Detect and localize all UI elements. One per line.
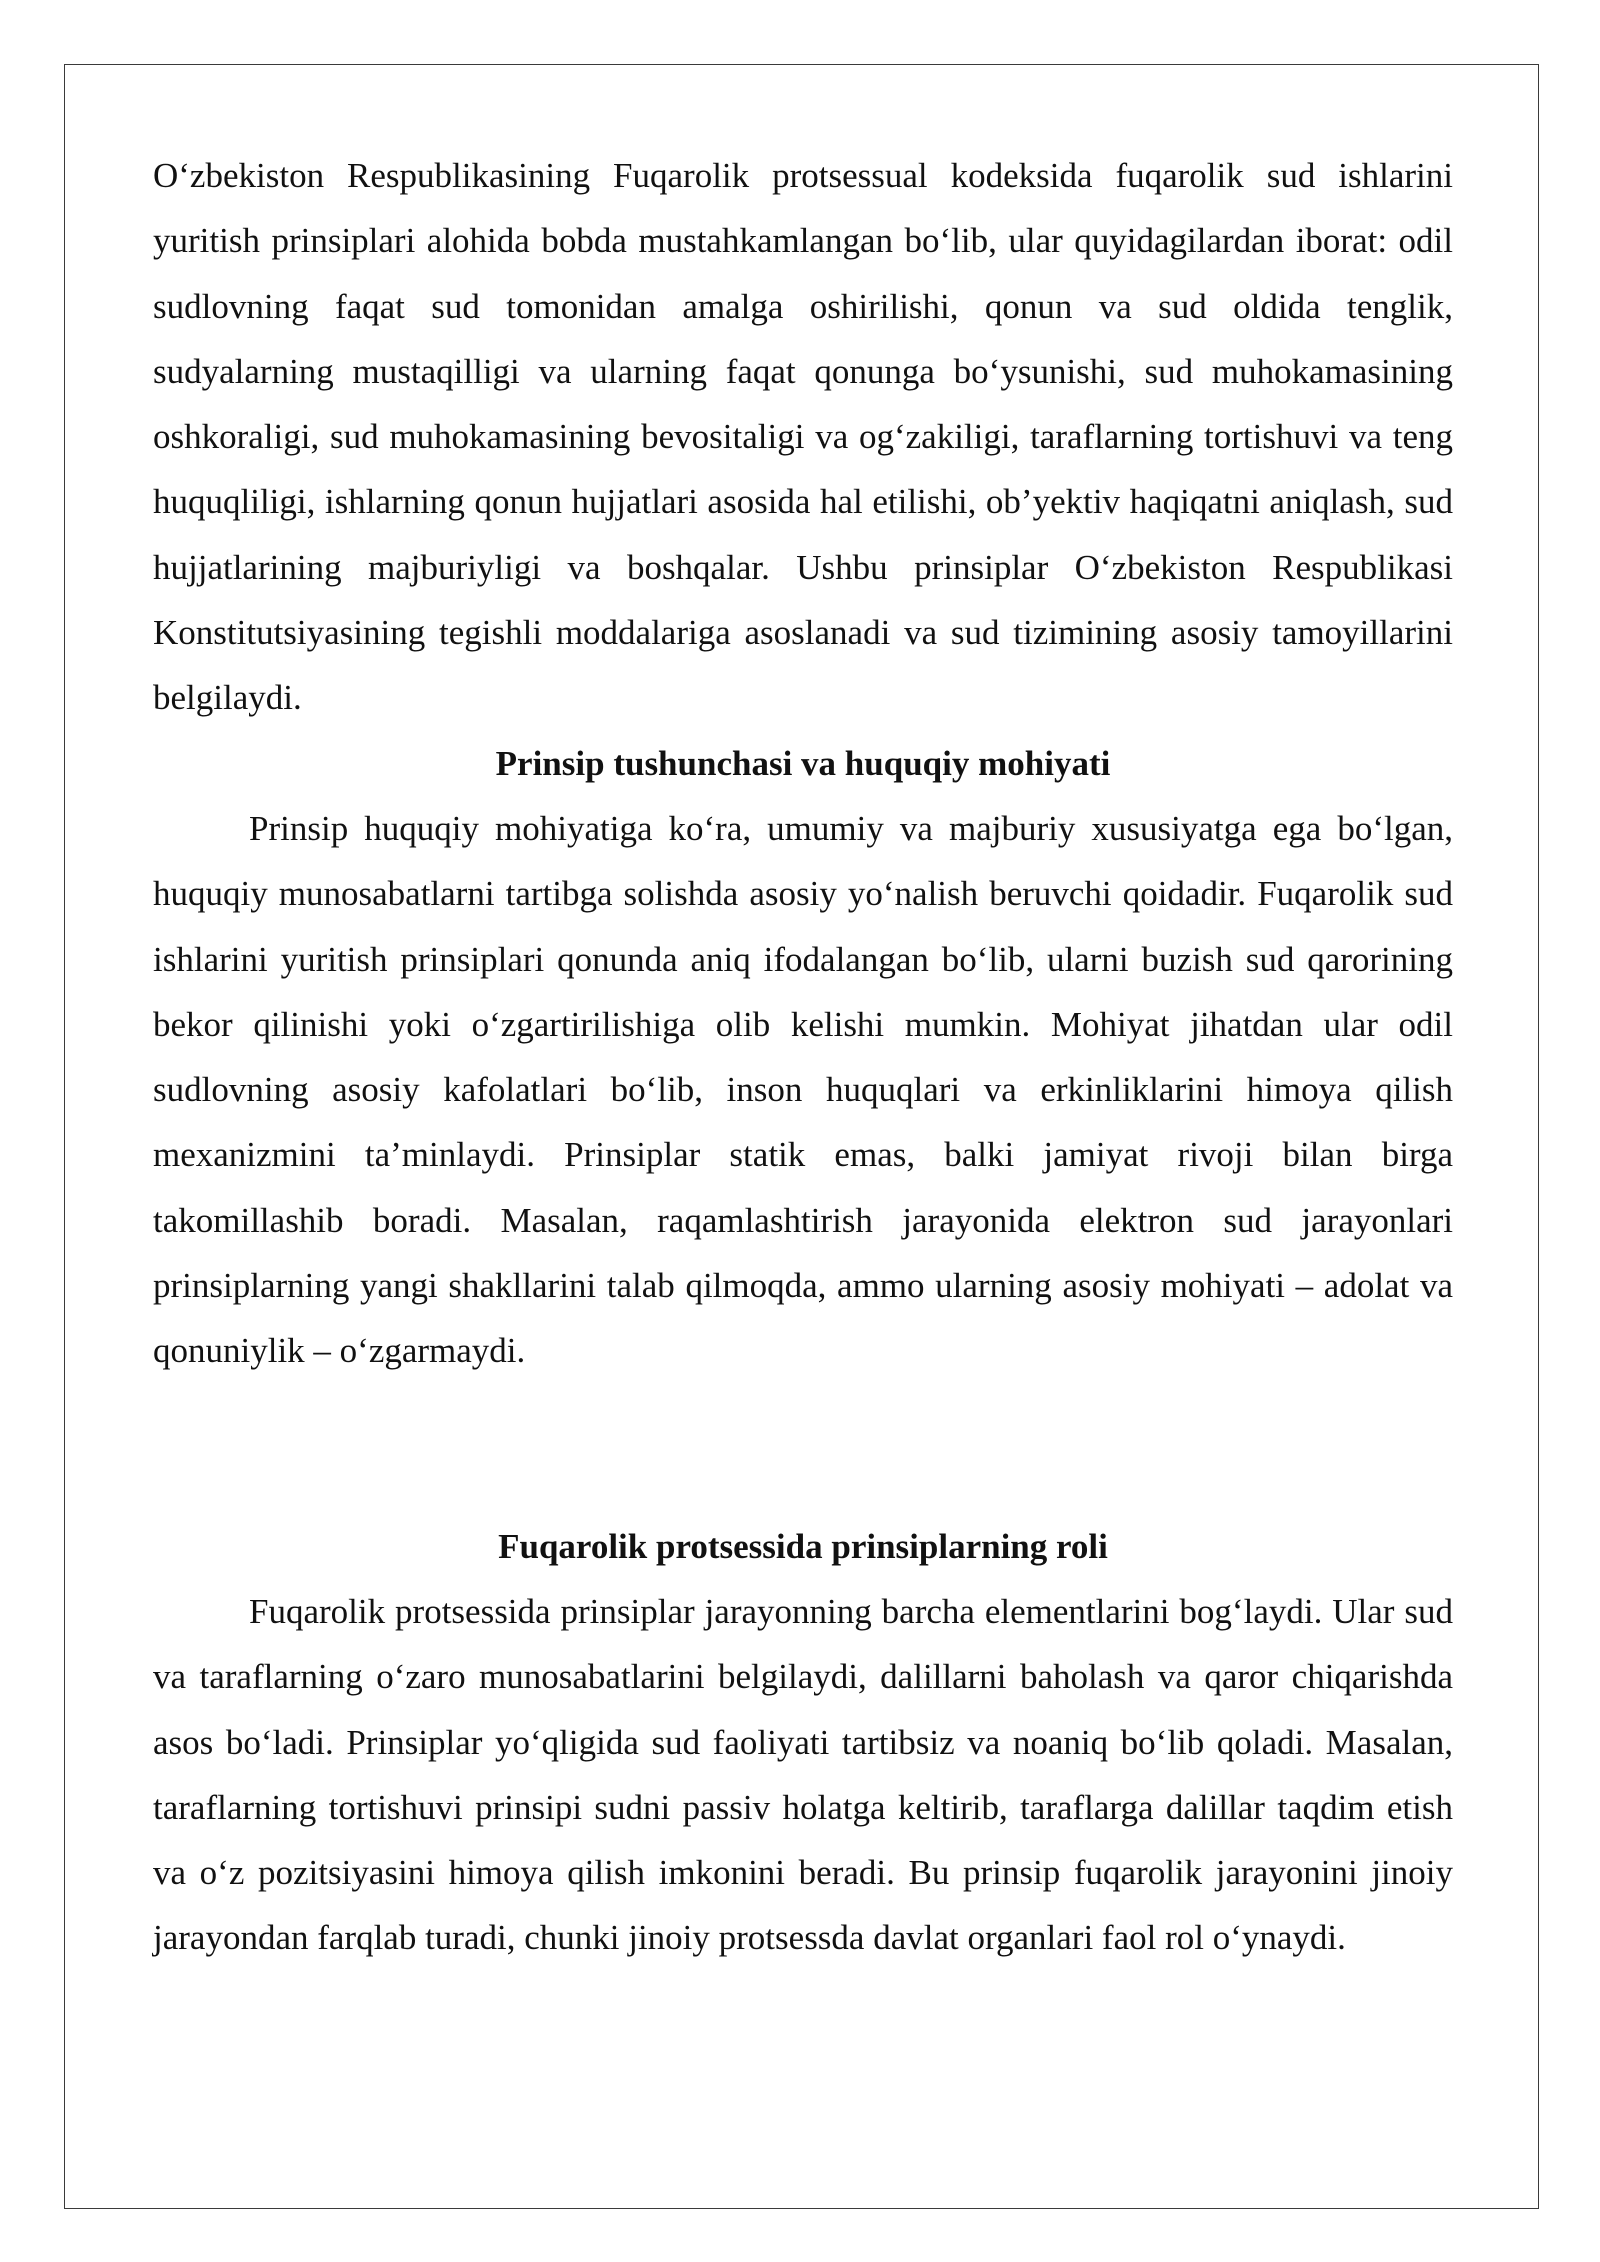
document-body (153, 143, 1453, 1971)
intro-paragraph: O‘zbekiston Respublikasining Fuqarolik protsessual kodeksida fuqarolik sud ishlarini yuritish prinsiplari alohida bobda mustahkamlangan bo‘lib, ular quyidagilardan iborat: odil sudlovning faqat sud tomonidan amalga oshirilishi, qonun va sud oldida tenglik, sudyalarning mustaqilligi va ularning faqat qonunga bo‘ysunishi, sud muhokamasining oshkoraligi, sud muhokamasining bevositaligi va og‘zakiligi, taraflarning tortishuvi va teng huquqliligi, ishlarning qonun hujjatlari asosida hal etilishi, ob’yektiv haqiqatni aniqlash, sud hujjatlarining majburiyligi va boshqalar. Ushbu prinsiplar O‘zbekiston Respublikasi Konstitutsiyasining tegishli moddalariga asoslanadi va sud tizimining asosiy tamoyillarini belgilaydi. (153, 156, 1453, 718)
section-heading-role: Fuqarolik protsessida prinsiplarning roli (498, 1526, 1108, 1566)
concept-paragraph: Prinsip huquqiy mohiyatiga ko‘ra, umumiy va majburiy xususiyatga ega bo‘lgan, huquqiy munosabatlarni tartibga solishda asosiy yo‘nalish beruvchi qoidadir. Fuqarolik sud ishlarini yuritish prinsiplari qonunda aniq ifodalangan bo‘lib, ularni buzish sud qarorining bekor qilinishi yoki o‘zgartirilishiga olib kelishi mumkin. Mohiyat jihatdan ular odil sudlovning asosiy kafolatlari bo‘lib, inson huquqlari va erkinliklarini himoya qilish mexanizmini ta’minlaydi. Prinsiplar statik emas, balki jamiyat rivoji bilan birga takomillashib boradi. Masalan, raqamlashtirish jarayonida elektron sud jarayonlari prinsiplarning yangi shakllarini talab qilmoqda, ammo ularning asosiy mohiyati – adolat va qonuniylik – o‘zgarmaydi. (153, 808, 1453, 1371)
paragraph-spacer (153, 1384, 1453, 1514)
section-heading-concept: Prinsip tushunchasi va huquqiy mohiyati (495, 743, 1111, 783)
role-paragraph: Fuqarolik protsessida prinsiplar jarayonning barcha elementlarini bog‘laydi. Ular sud va taraflarning o‘zaro munosabatlarini belgilaydi, dalillarni baholash va qaror chiqarishda asos bo‘ladi. Prinsiplar yo‘qligida sud faoliyati tartibsiz va noaniq bo‘lib qoladi. Masalan, taraflarning tortishuvi prinsipi sudni passiv holatga keltirib, taraflarga dalillar taqdim etish va o‘z pozitsiyasini himoya qilish imkonini beradi. Bu prinsip fuqarolik jarayonini jinoiy jarayondan farqlab turadi, chunki jinoiy protsessda davlat organlari faol rol o‘ynaydi. (153, 1591, 1453, 1958)
